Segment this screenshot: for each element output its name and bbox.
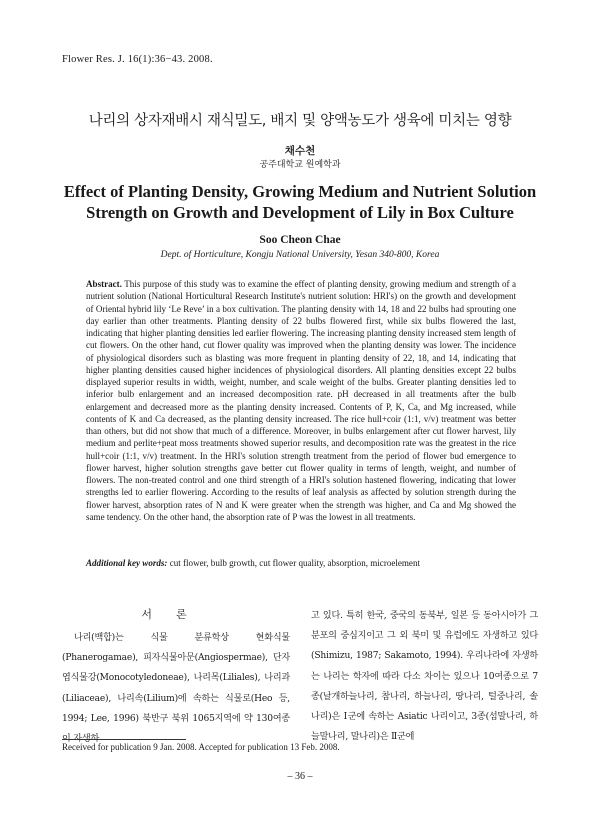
- english-title: [0, 181, 600, 223]
- body-column-right: 고 있다. 특히 한국, 중국의 동북부, 일본 등 동아시아가 그 분포의 중심지이고 그 외 북미 및 유럽에도 자생하고 있다(Shimizu, 1987; Sakamoto, 1994). 우리나라에 자생하는 나리는 학자에 따라 다소 차이는 있으나 10여종으로 7종(날개하늘나리, 참나리, 하늘나리, 땅나리, 털중나리, 솔나리)은 Ⅰ군에 속하는 Asiatic 나리이고, 3종(섬말나리, 하늘말나리, 말나리)은 Ⅱ군에: [311, 611, 538, 743]
- footnote-rule: [62, 739, 186, 740]
- body-column-left: 나리(백합)는 식물 분류학상 현화식물(Phanerogamae), 피자식물아문(Angiospermae), 단자엽식물강(Monocotyledoneae), 나리목(Liliales), 나리과(Liliaceae), 나리속(Lilium)에 속하는 식물로(Heo 등, 1994; Lee, 1996) 북반구 북위 1065지역에 약 130여종이 자생하: [62, 633, 290, 745]
- english-author: Soo Cheon Chae: [259, 234, 341, 246]
- page-number: – 36 –: [287, 771, 313, 782]
- footnote: Received for publication 9 Jan. 2008. Accepted for publication 13 Feb. 2008.: [62, 742, 340, 752]
- english-title-line2: Strength on Growth and Development of Lily in Box Culture: [86, 203, 514, 222]
- key-words-text: cut flower, bulb growth, cut flower quality, absorption, microelement: [169, 558, 420, 568]
- key-words-label: Additional key words:: [86, 558, 168, 568]
- section-heading-introduction: 서론: [141, 608, 211, 621]
- journal-reference: Flower Res. J. 16(1):36−43. 2008.: [62, 54, 213, 65]
- korean-affiliation: 공주대학교 원예학과: [259, 160, 341, 170]
- english-title-line1: Effect of Planting Density, Growing Medium and Nutrient Solution: [63, 182, 537, 201]
- key-words: [86, 558, 516, 568]
- english-affiliation: Dept. of Horticulture, Kongju National University, Yesan 340-800, Korea: [160, 250, 440, 260]
- korean-author: 채수천: [284, 145, 316, 157]
- korean-title: 나리의 상자재배시 재식밀도, 배지 및 양액농도가 생육에 미치는 영향: [88, 113, 512, 129]
- abstract: [86, 278, 516, 523]
- abstract-text: This purpose of this study was to examine the effect of planting density, growing medium and strength of a nutrient solution (National Horticultural Research Institute's nutrient solution: HRI's) on the growth and development of Oriental hybrid lily ‘Le Reve’ in a box cultivation. The planting density with 14, 18 and 22 bulbs had sprouting one day earlier than other treatments. Planting density of 22 bulbs flowered first, while six bulbs flowered the last, indicating that higher planting densities led earlier flowering. The increasing planting density increased stem length of cut flowers. On the other hand, cut flower quality was improved when the planting density was lower. The incidence of physiological disorders such as blasting was more frequent in planting density of 22, 18, and 14, indicating that higher planting densities caused higher incidences of physiological disorders. All planting densities except 22 bulbs displayed superior results in width, weight, number, and scale weight of the bulbs. Greater planting densities led to inferior bulb enlargement and an increased decomposition rate. pH decreased in all treatments after the bulb enlargement and decreased more as the planting density increased. Contents of P, K, Ca, and Mg increased, while contents of K and Ca decreased, as the planting density increased. The rice hull+coir (1:1, v/v) treatment was better than others, but did not show that much of a difference. Moreover, in bulbs enlargement after cut flower harvest, lily medium and perlite+peat moss treatments showed superior results, and decomposition rate was the greatest in the rice hull+coir (1:1, v/v) treatment. In the HRI's solution strength treatment from the period of flower bud emergence to flower harvest, higher solution strengths gave better cut flower quality in terms of length, weight, and number of flowers. The non-treated control and one third strength of a HRI's solution hastened flowering, indicating that lower strengths led to earlier flowering. According to the results of leaf analysis as affected by solution strength during the flower harvest, absorption rates of N and K were greater when the strength was higher, and Ca and Mg showed the same tendency. On the other hand, the absorption rate of P was the lowest in all treatments.: [86, 279, 516, 522]
- abstract-label: Abstract.: [86, 279, 122, 289]
